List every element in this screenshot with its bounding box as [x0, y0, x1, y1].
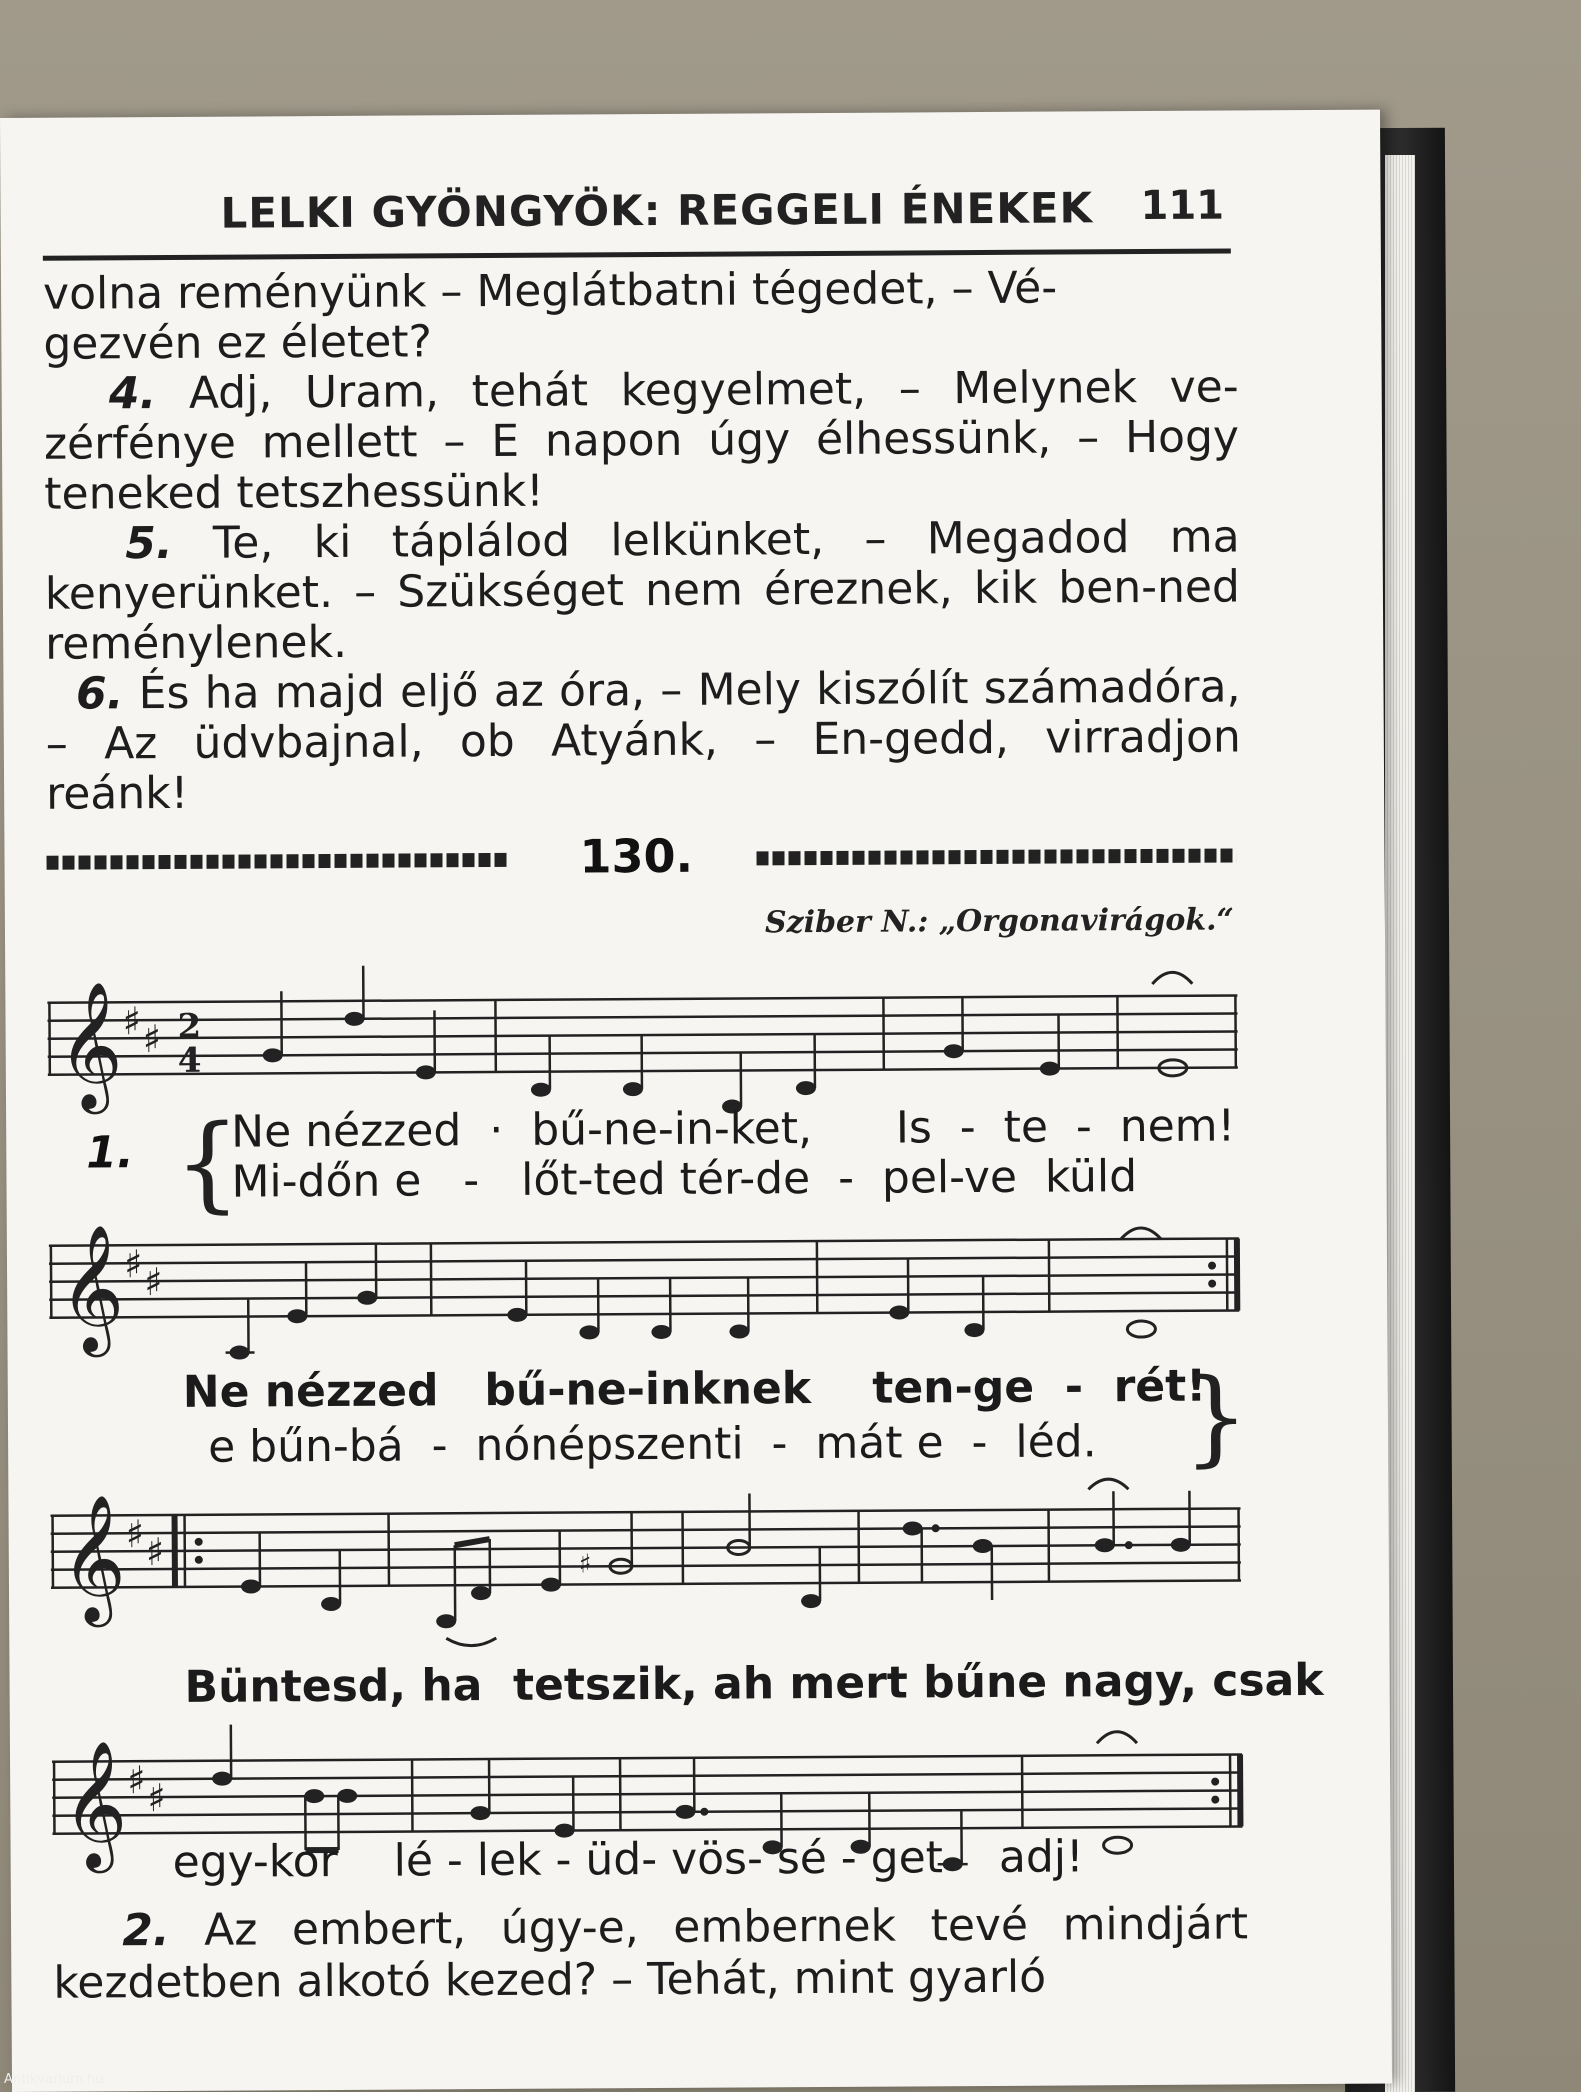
stanza-4	[44, 362, 1240, 519]
note-head	[1040, 1062, 1060, 1076]
note-head	[889, 1305, 909, 1319]
half-note-head	[1104, 1837, 1132, 1853]
book-page	[0, 110, 1392, 2092]
lyrics-line: Ne nézzed bű-ne-inknek ten-ge - rét!	[182, 1360, 1207, 1418]
note-head	[973, 1539, 993, 1553]
brace-icon: }	[1182, 1355, 1250, 1478]
note-head	[470, 1806, 490, 1820]
stanza-number: 5.	[125, 517, 173, 570]
note-head	[541, 1578, 561, 1592]
brace-icon: {	[174, 1101, 241, 1224]
note-head	[651, 1325, 671, 1339]
note-head	[416, 1065, 436, 1079]
note-head	[304, 1789, 324, 1803]
sharp-icon: ♯	[122, 998, 142, 1044]
note-head	[623, 1082, 643, 1096]
lyrics-line: e bűn-bá - nónépszenti - mát e - léd.	[207, 1416, 1097, 1473]
note-head	[801, 1594, 821, 1608]
note-head	[471, 1586, 491, 1600]
stanza-5	[44, 512, 1240, 669]
note-head	[944, 1044, 964, 1058]
treble-clef-icon: 𝄞	[57, 980, 124, 1109]
text-line: volna reményünk – Meglátbatni tégedet, – Vé-	[42, 262, 1058, 320]
lyrics-line: Ne nézzed · bű-ne-in-ket, Is - te - nem!	[231, 1100, 1236, 1158]
treble-clef-icon: 𝄞	[60, 1493, 127, 1622]
note-head	[729, 1324, 749, 1338]
note-head	[531, 1083, 551, 1097]
stanza-number: 6.	[75, 668, 124, 720]
lyrics-line: Büntesd, ha tetszik, ah mert bűne nagy, csak	[184, 1654, 1324, 1713]
note-head	[964, 1323, 984, 1337]
note-head	[507, 1308, 527, 1322]
note-head	[344, 1012, 364, 1026]
sharp-icon: ♯	[142, 1016, 162, 1062]
note-head	[903, 1521, 923, 1535]
lyrics-line: Mi-dőn e - lőt-ted tér-de - pel-ve küld	[231, 1151, 1138, 1208]
watermark: Antikvarium.hu	[4, 2072, 104, 2087]
hymn-number: 130.	[579, 828, 694, 884]
treble-clef-icon: 𝄞	[61, 1739, 128, 1868]
stanza-2-text	[53, 1898, 1249, 2009]
sharp-icon: ♯	[145, 1529, 165, 1575]
previous-hymn-text	[43, 262, 1241, 819]
note-head	[212, 1772, 232, 1786]
sharp-icon: ♯	[147, 1775, 166, 1821]
text-line: gezvén ez életet?	[43, 316, 433, 370]
stanza-number: 2.	[122, 1904, 170, 1957]
sharp-icon: ♯	[143, 1259, 163, 1305]
ornamental-divider-left	[47, 853, 509, 870]
note-head	[796, 1081, 816, 1095]
ornamental-divider-right	[756, 848, 1236, 865]
half-note-head	[1127, 1321, 1155, 1337]
header-rule	[43, 248, 1231, 260]
note-head	[263, 1048, 283, 1062]
stanza-6	[45, 662, 1241, 819]
note-head	[1171, 1538, 1191, 1552]
sharp-icon: ♯	[123, 1241, 143, 1287]
time-signature-bottom: 4	[177, 1040, 202, 1081]
note-head	[241, 1579, 261, 1593]
stanza-text: Adj, Uram, tehát kegyelmet, – Melynek ve-zérfénye mellett – E napon úgy élhessünk, – Hogy teneked tetszhessünk!	[43, 361, 1240, 520]
note-head	[579, 1325, 599, 1339]
stanza-text: Az embert, úgy-e, embernek tevé mindjárt kezdetben alkotó kezed? – Tehát, mint gyarló	[53, 1898, 1249, 2009]
fermata-icon	[1088, 1479, 1128, 1489]
fermata-icon	[1152, 972, 1192, 984]
sharp-icon: ♯	[125, 1511, 145, 1557]
stanza-number: 4.	[108, 368, 157, 420]
note-head	[287, 1309, 307, 1323]
sharp-icon: ♯	[127, 1757, 146, 1803]
fermata-icon	[1097, 1732, 1137, 1744]
slur-icon	[446, 1638, 496, 1646]
note-head	[675, 1805, 695, 1819]
time-signature-top: 2	[177, 1006, 202, 1047]
note-head	[436, 1614, 456, 1628]
lyrics-line: egy-kor lé - lek - üd- vös- sé - get adj!	[172, 1831, 1084, 1888]
verse-number: 1.	[86, 1127, 134, 1179]
fermata-icon	[1121, 1228, 1161, 1239]
music-staff-2	[49, 1208, 1245, 1385]
music-staff-3	[50, 1468, 1246, 1655]
sharp-icon: ♯	[578, 1549, 592, 1580]
stanza-text: Te, ki táplálod lelkünket, – Megadod ma kenyerünket. – Szükséget nem éreznek, kik ben-ned reménylenek.	[44, 511, 1241, 670]
note-head	[321, 1597, 341, 1611]
note-head	[337, 1789, 357, 1803]
note-head	[1095, 1538, 1115, 1552]
note-head	[357, 1291, 377, 1305]
stanza-text: És ha majd eljő az óra, – Mely kiszólít számadóra, – Az üdvbajnal, ob Atyánk, – En-gedd, virradjon reánk!	[45, 661, 1241, 820]
treble-clef-icon: 𝄞	[58, 1223, 125, 1352]
page-number: 111	[1140, 182, 1225, 230]
running-title: LELKI GYÖNGYÖK: REGGELI ÉNEKEK	[220, 183, 1094, 238]
hymn-attribution: Sziber N.: „Orgonavirágok.“	[764, 902, 1234, 941]
